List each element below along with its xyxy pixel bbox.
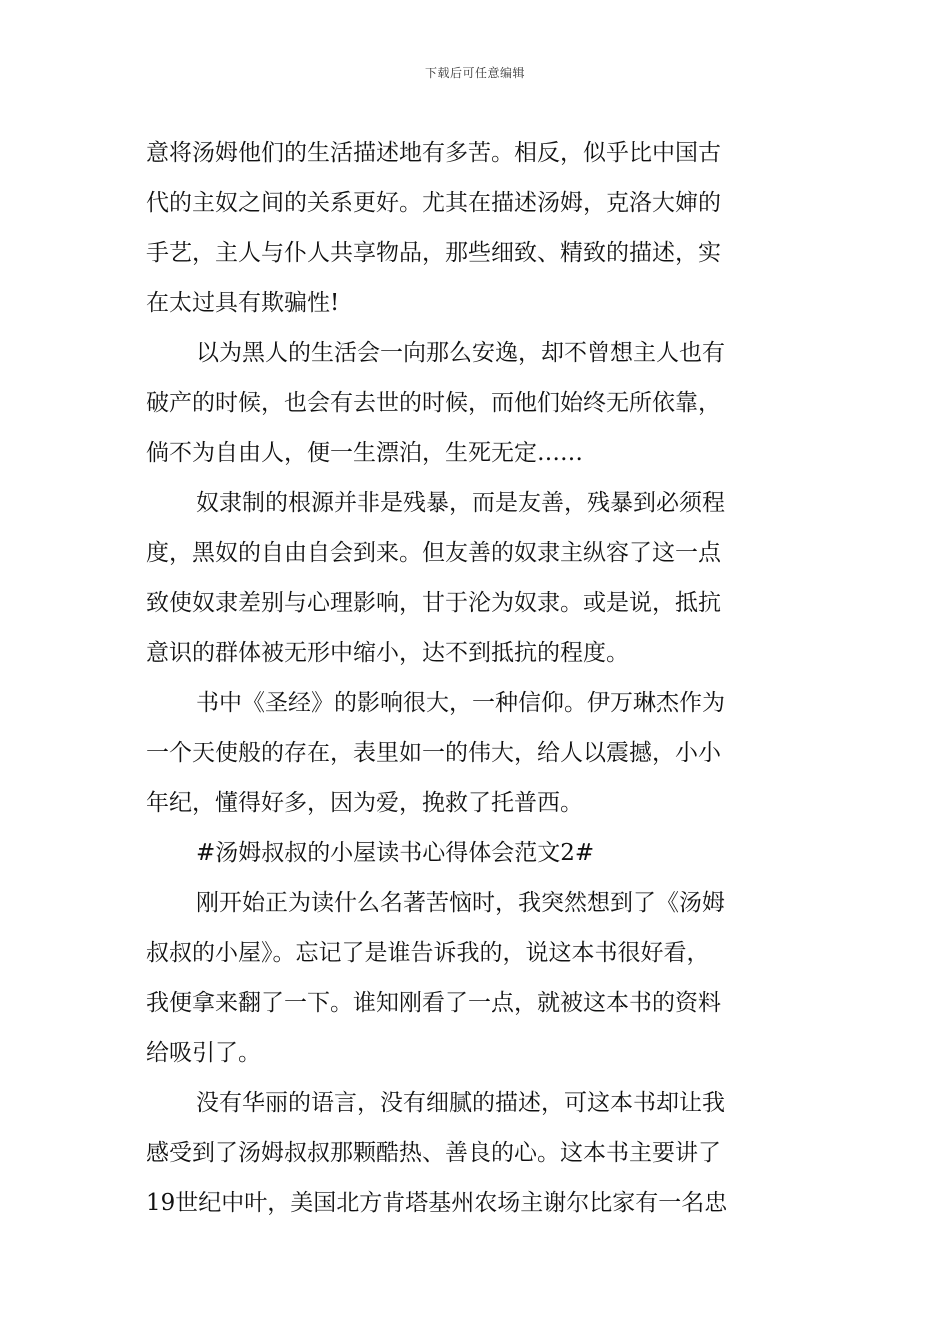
text-line: 在太过具有欺骗性! [146,290,340,316]
text-line: 叔叔的小屋》。忘记了是谁告诉我的，说这本书很好看， [146,940,710,966]
text-line: 意将汤姆他们的生活描述地有多苦。相反，似乎比中国古 [146,140,721,166]
text-line: 致使奴隶差别与心理影响，甘于沦为奴隶。或是说，抵抗 [146,590,721,616]
text-line: 年纪，懂得好多，因为爱，挽救了托普西。 [146,790,583,816]
paragraph-first-line: 奴隶制的根源并非是残暴，而是友善，残暴到必须程 [196,490,725,516]
text-line: 度，黑奴的自由自会到来。但友善的奴隶主纵容了这一点 [146,540,721,566]
paragraph-first-line: 刚开始正为读什么名著苦恼时，我突然想到了《汤姆 [196,890,725,916]
text-line: 感受到了汤姆叔叔那颗酷热、善良的心。这本书主要讲了 [146,1140,721,1166]
text-line: 破产的时候，也会有去世的时候，而他们始终无所依靠， [146,390,721,416]
text-line: 代的主奴之间的关系更好。尤其在描述汤姆，克洛大婶的 [146,190,721,216]
paragraph-first-line: 没有华丽的语言，没有细腻的描述，可这本书却让我 [196,1090,725,1116]
text-line: 一个天使般的存在，表里如一的伟大，给人以震撼，小小 [146,740,721,766]
section-heading: #汤姆叔叔的小屋读书心得体会范文2# [196,840,595,866]
text-line: 手艺，主人与仆人共享物品，那些细致、精致的描述，实 [146,240,721,266]
paragraph-first-line: 书中《圣经》的影响很大，一种信仰。伊万琳杰作为 [196,690,725,716]
text-line: 19世纪中叶，美国北方肯塔基州农场主谢尔比家有一名忠 [146,1190,728,1216]
text-line: 我便拿来翻了一下。谁知刚看了一点，就被这本书的资料 [146,990,721,1016]
paragraph-first-line: 以为黑人的生活会一向那么安逸，却不曾想主人也有 [196,340,725,366]
text-line: 给吸引了。 [146,1040,261,1066]
page-header-note: 下载后可任意编辑 [424,66,525,80]
text-line: 倘不为自由人，便一生漂泊，生死无定…… [146,440,583,466]
text-line: 意识的群体被无形中缩小，达不到抵抗的程度。 [146,640,629,666]
document-body [146,128,810,1228]
